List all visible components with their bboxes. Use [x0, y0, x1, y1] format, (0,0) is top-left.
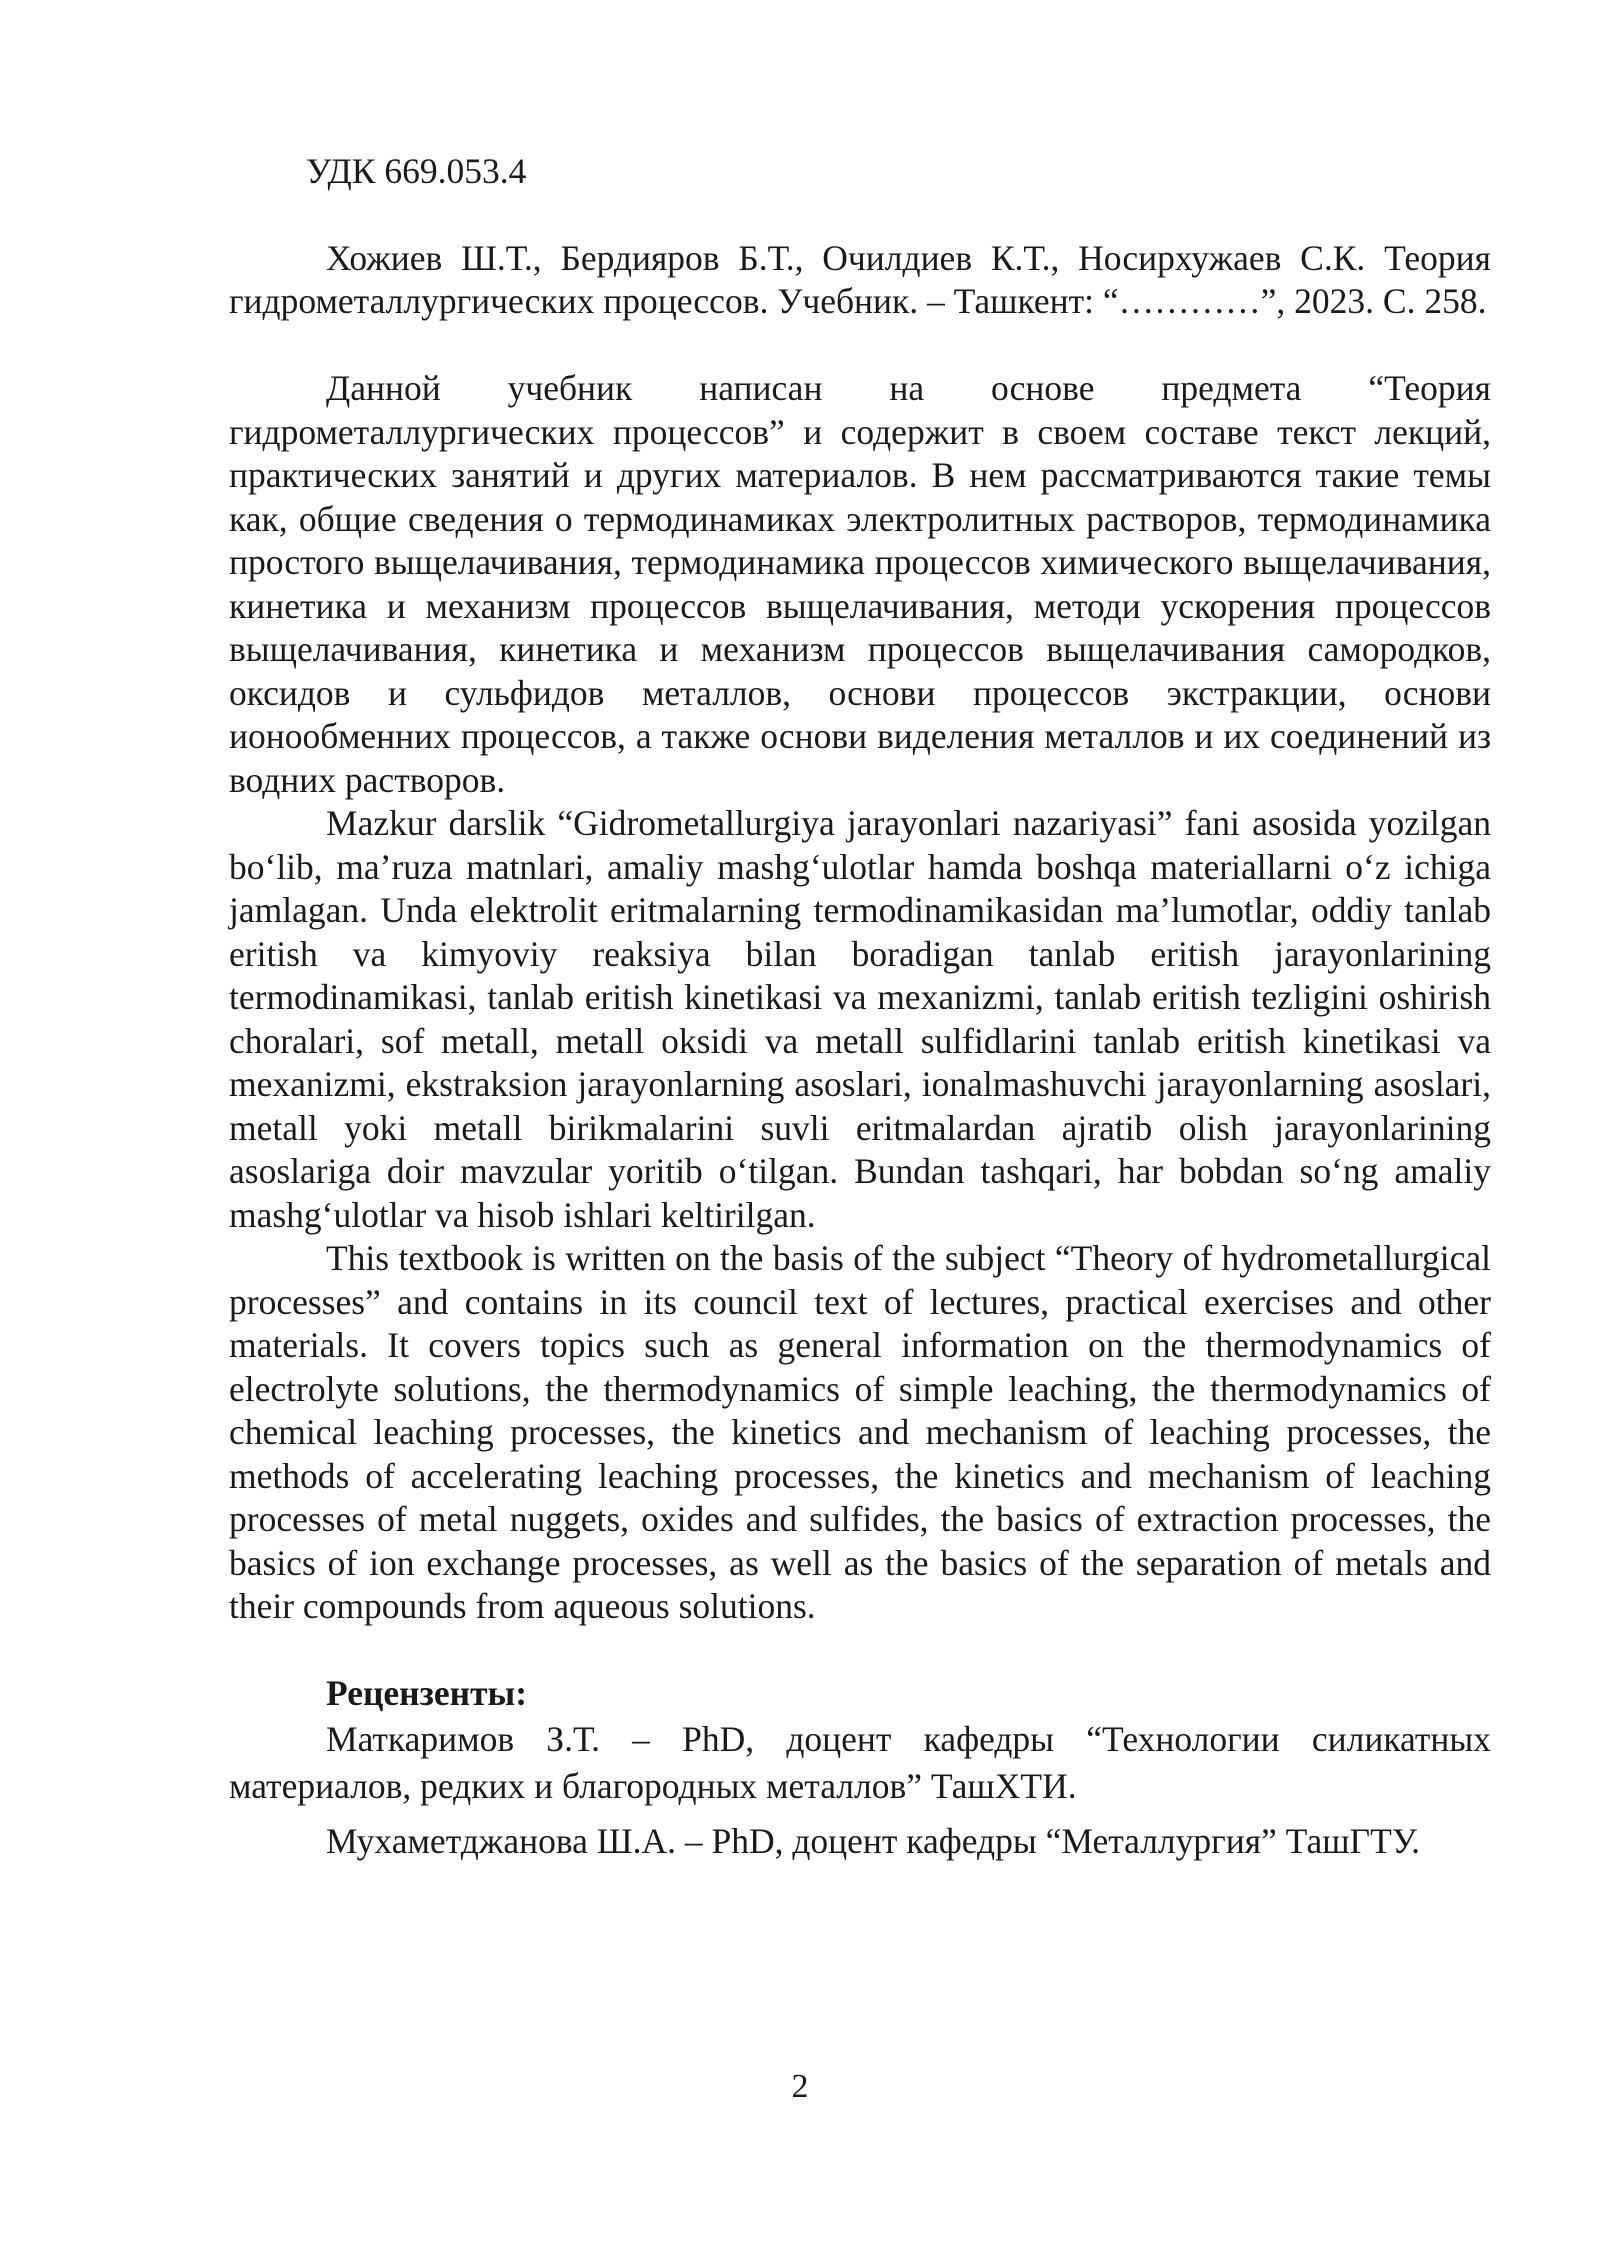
- spacer: [229, 1629, 1491, 1673]
- reviewer-entry: Мухаметджанова Ш.А. – PhD, доцент кафедры “Металлургия” ТашГТУ.: [326, 1820, 1420, 1861]
- reviewers-heading: Рецензенты:: [326, 1673, 528, 1713]
- abstract-english: This textbook is written on the basis of the subject “Theory of hydrometallurgical processes” and contains in its council text of lectures, practical exercises and other materials. It covers topics such as general information on the thermodynamics of electrolyte solutions, the thermodynamics of simple leaching, the thermodynamics of chemical leaching processes, the kinetics and mechanism of leaching processes, the methods of accelerating leaching processes, the kinetics and mechanism of leaching processes of metal nuggets, oxides and sulfides, the basics of extraction processes, the basics of ion exchange processes, as well as the basics of the separation of metals and their compounds from aqueous solutions.: [229, 1238, 1491, 1626]
- document-page: [229, 150, 1491, 1865]
- abstract-uzbek: Mazkur darslik “Gidrometallurgiya jarayonlari nazariyasi” fani asosida yozilgan bo‘lib, ma’ruza matnlari, amaliy mashg‘ulotlar hamda boshqa materiallarni o‘z ichiga jamlagan. Unda elektrolit eritmalarning termodinamikasidan ma’lumotlar, oddiy tanlab eritish va kimyoviy reaksiya bilan boradigan tanlab eritish jarayonlarining termodinamikasi, tanlab eritish kinetikasi va mexanizmi, tanlab eritish tezligini oshirish choralari, sof metall, metall oksidi va metall sulfidlarini tanlab eritish kinetikasi va mexanizmi, ekstraksion jarayonlarning asoslari, ionalmashuvchi jarayonlarning asoslari, metall yoki metall birikmalarini suvli eritmalardan ajratib olish jarayonlarining asoslariga doir mavzular yoritib o‘tilgan. Bundan tashqari, har bobdan so‘ng amaliy mashg‘ulotlar va hisob ishlari keltirilgan.: [229, 803, 1491, 1235]
- abstract-russian: Данной учебник написан на основе предмета “Теория гидрометаллургических процессов” и содержит в своем составе текст лекций, практических занятий и других материалов. В нем рассматриваются такие темы как, общие сведения о термодинамиках электролитных растворов, термодинамика простого выщелачивания, термодинамика процессов химического выщелачивания, кинетика и механизм процессов выщелачивания, методи ускорения процессов выщелачивания, кинетика и механизм процессов выщелачивания самородков, оксидов и сульфидов металлов, основи процессов экстракции, основи ионообменних процессов, а также основи виделения металлов и их соединений из водних растворов.: [229, 368, 1491, 800]
- spacer: [229, 324, 1491, 368]
- reviewer-entry: Маткаримов З.Т. – PhD, доцент кафедры “Технологии силикатных материалов, редких и благородных металлов” ТашХТИ.: [229, 1718, 1491, 1806]
- page-number: 2: [791, 2068, 809, 2105]
- bibliographic-citation: Хожиев Ш.Т., Бердияров Б.Т., Очилдиев К.Т., Носирхужаев С.К. Теория гидрометаллургических процессов. Учебник. – Ташкент: “…………”, 2023. С. 258.: [229, 237, 1491, 321]
- spacer: [229, 1810, 1491, 1818]
- udk-code: УДК 669.053.4: [306, 151, 527, 191]
